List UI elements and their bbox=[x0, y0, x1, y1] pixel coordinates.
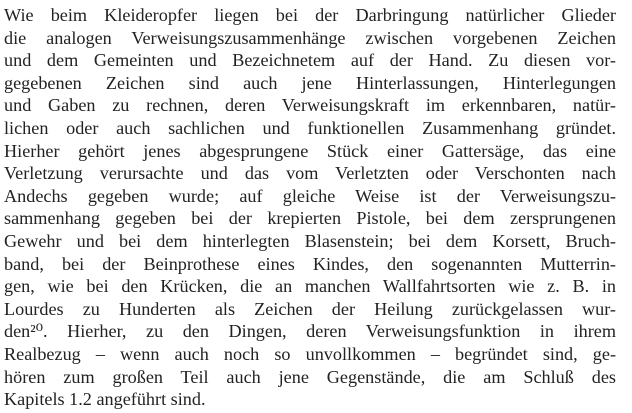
text-line: Kapitels 1.2 angeführt sind. bbox=[4, 389, 206, 410]
text-line: gegebenen Zeichen sind auch jene Hinterlassungen, Hinterlegungen bbox=[4, 72, 616, 93]
text-line: Lourdes zu Hunderten als Zeichen der Heilung zurückgelassen wur- bbox=[4, 298, 616, 319]
text-line: lichen oder auch sachlichen und funktionellen Zusammenhang gründet. bbox=[4, 117, 616, 138]
body-paragraph bbox=[4, 4, 616, 411]
text-line: die analogen Verweisungszusammenhänge zwischen vorgebenen Zeichen bbox=[4, 27, 616, 48]
text-line: den²⁰. Hierher, zu den Dingen, deren Verweisungsfunktion in ihrem bbox=[4, 321, 616, 342]
text-line: Realbezug – wenn auch noch so unvollkommen – begründet sind, ge- bbox=[4, 343, 616, 364]
text-line: Verletzung verursachte und das vom Verletzten oder Verschonten nach bbox=[4, 163, 616, 184]
text-line: sammenhang gegeben bei der krepierten Pistole, bei dem zersprungenen bbox=[4, 208, 616, 229]
text-line: Wie beim Kleideropfer liegen bei der Darbringung natürlicher Glieder bbox=[4, 5, 616, 25]
text-line: Hierher gehört jenes abgesprungene Stück einer Gattersäge, das eine bbox=[4, 140, 616, 161]
text-line: und Gaben zu rechnen, deren Verweisungskraft im erkennbaren, natür- bbox=[4, 95, 616, 116]
text-line: gen, wie bei den Krücken, die an manchen Wallfahrtsorten wie z. B. in bbox=[4, 276, 616, 297]
text-line: hören zum großen Teil auch jene Gegenstände, die am Schluß des bbox=[4, 366, 616, 387]
text-line: Andechs gegeben wurde; auf gleiche Weise ist der Verweisungszu- bbox=[4, 185, 616, 206]
text-line: Gewehr und bei dem hinterlegten Blasenstein; bei dem Korsett, Bruch- bbox=[4, 230, 616, 251]
text-line: band, bei der Beinprothese eines Kindes, den sogenannten Mutterrin- bbox=[4, 253, 616, 274]
text-line: und dem Gemeinten und Bezeichnetem auf der Hand. Zu diesen vor- bbox=[4, 50, 616, 71]
